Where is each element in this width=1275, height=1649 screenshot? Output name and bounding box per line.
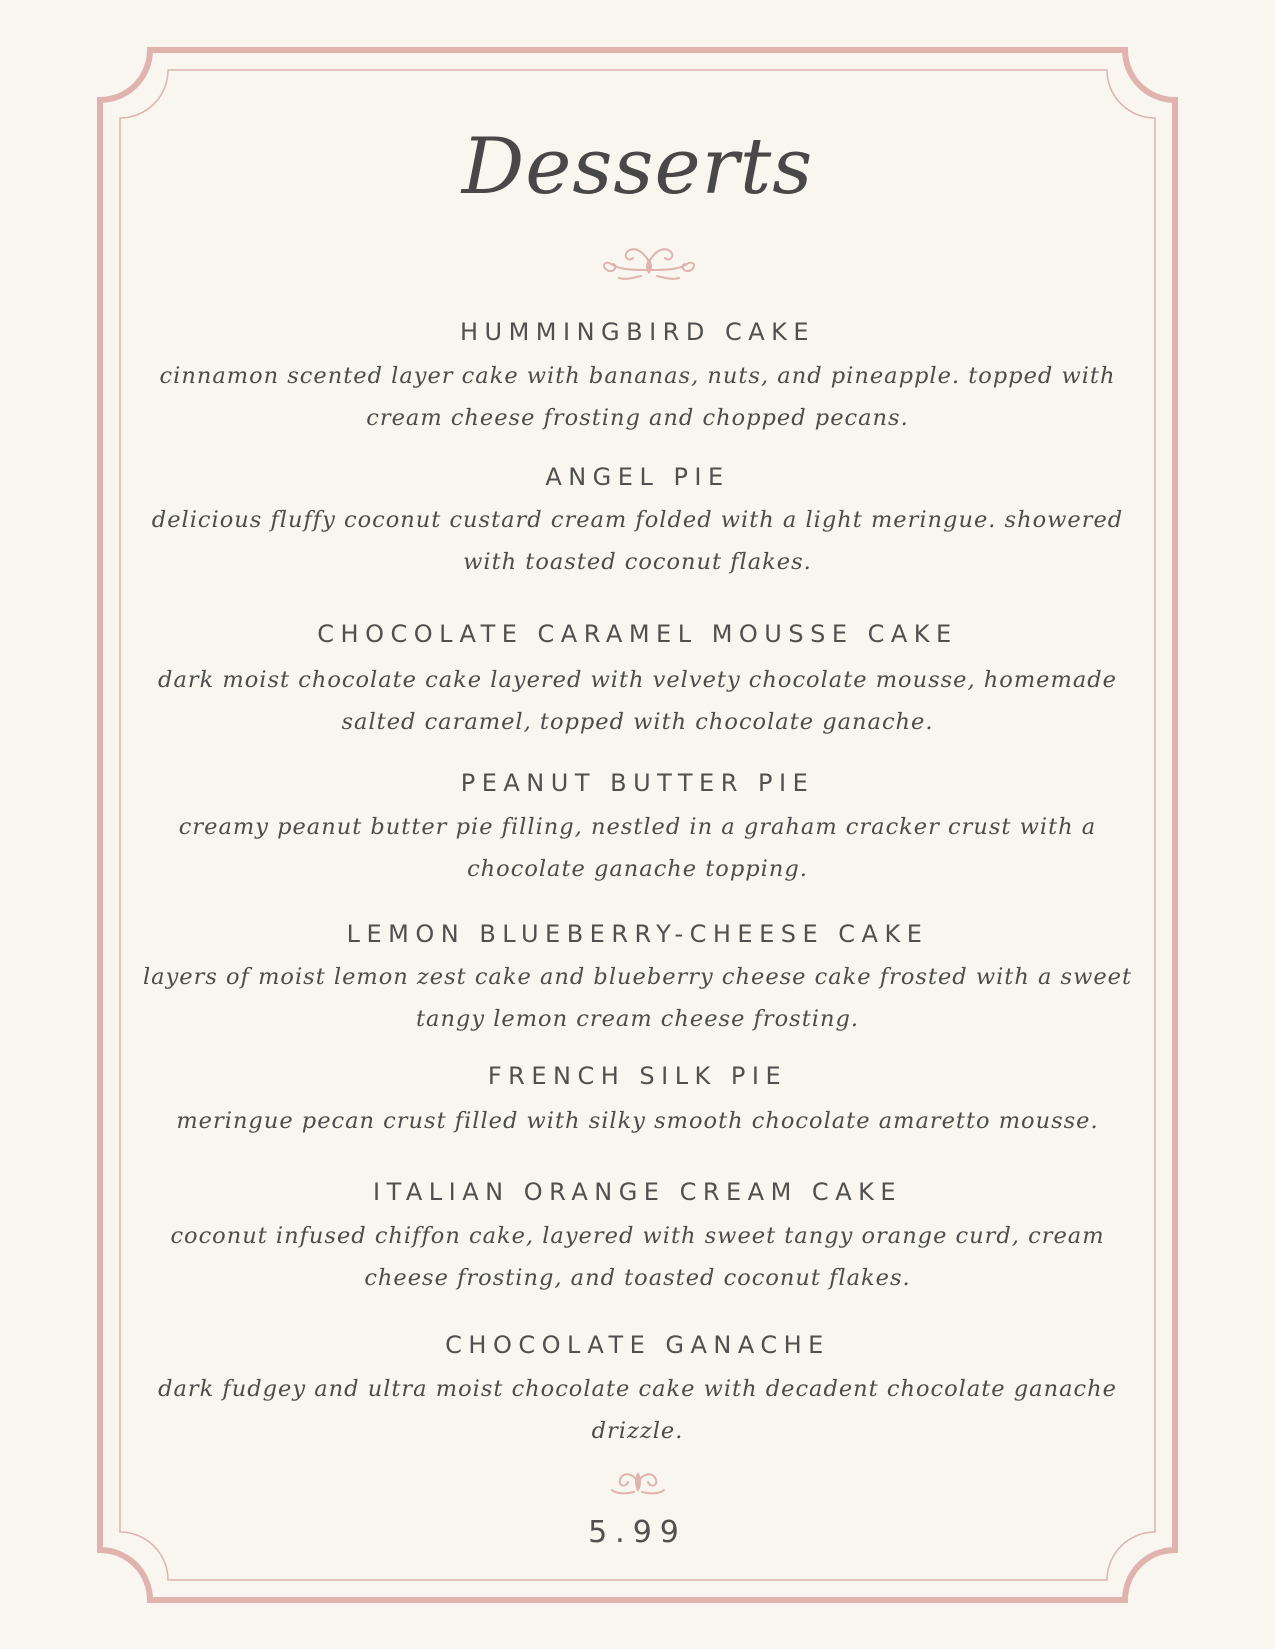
item-description-french-silk-pie: meringue pecan crust filled with silky smooth chocolate amaretto mousse. bbox=[176, 1108, 1099, 1134]
item-name-lemon-blueberry-cheese-cake: LEMON BLUEBERRY-CHEESE CAKE bbox=[346, 920, 929, 948]
item-description-italian-orange-cream-cake: coconut infused chiffon cake, layered with sweet tangy orange curd, cream cheese frosting, and toasted coconut flakes. bbox=[170, 1223, 1105, 1291]
item-description-peanut-butter-pie: creamy peanut butter pie filling, nestled in a graham cracker crust with a chocolate ganache topping. bbox=[178, 814, 1097, 882]
item-name-chocolate-caramel-mousse-cake: CHOCOLATE CARAMEL MOUSSE CAKE bbox=[317, 620, 958, 648]
item-name-angel-pie: ANGEL PIE bbox=[545, 463, 730, 491]
item-description-lemon-blueberry-cheese-cake: layers of moist lemon zest cake and blueberry cheese cake frosted with a sweet tangy lemon cream cheese frosting. bbox=[142, 964, 1133, 1032]
item-name-french-silk-pie: FRENCH SILK PIE bbox=[487, 1062, 788, 1090]
item-description-angel-pie: delicious fluffy coconut custard cream folded with a light meringue. showered with toasted coconut flakes. bbox=[151, 507, 1124, 575]
price: 5.99 bbox=[588, 1515, 687, 1550]
item-name-hummingbird-cake: HUMMINGBIRD CAKE bbox=[459, 318, 816, 346]
item-description-chocolate-caramel-mousse-cake: dark moist chocolate cake layered with velvety chocolate mousse, homemade salted caramel, topped with chocolate ganache. bbox=[158, 667, 1117, 735]
item-name-peanut-butter-pie: PEANUT BUTTER PIE bbox=[460, 769, 815, 797]
item-description-chocolate-ganache: dark fudgey and ultra moist chocolate cake with decadent chocolate ganache drizzle. bbox=[158, 1376, 1117, 1444]
item-description-hummingbird-cake: cinnamon scented layer cake with bananas, nuts, and pineapple. topped with cream cheese frosting and chopped pecans. bbox=[159, 363, 1116, 431]
item-name-italian-orange-cream-cake: ITALIAN ORANGE CREAM CAKE bbox=[372, 1178, 903, 1206]
menu-title: Desserts bbox=[461, 122, 814, 212]
small-flourish-icon bbox=[608, 1464, 668, 1504]
flourish-divider-icon bbox=[597, 240, 701, 282]
item-name-chocolate-ganache: CHOCOLATE GANACHE bbox=[445, 1331, 830, 1359]
